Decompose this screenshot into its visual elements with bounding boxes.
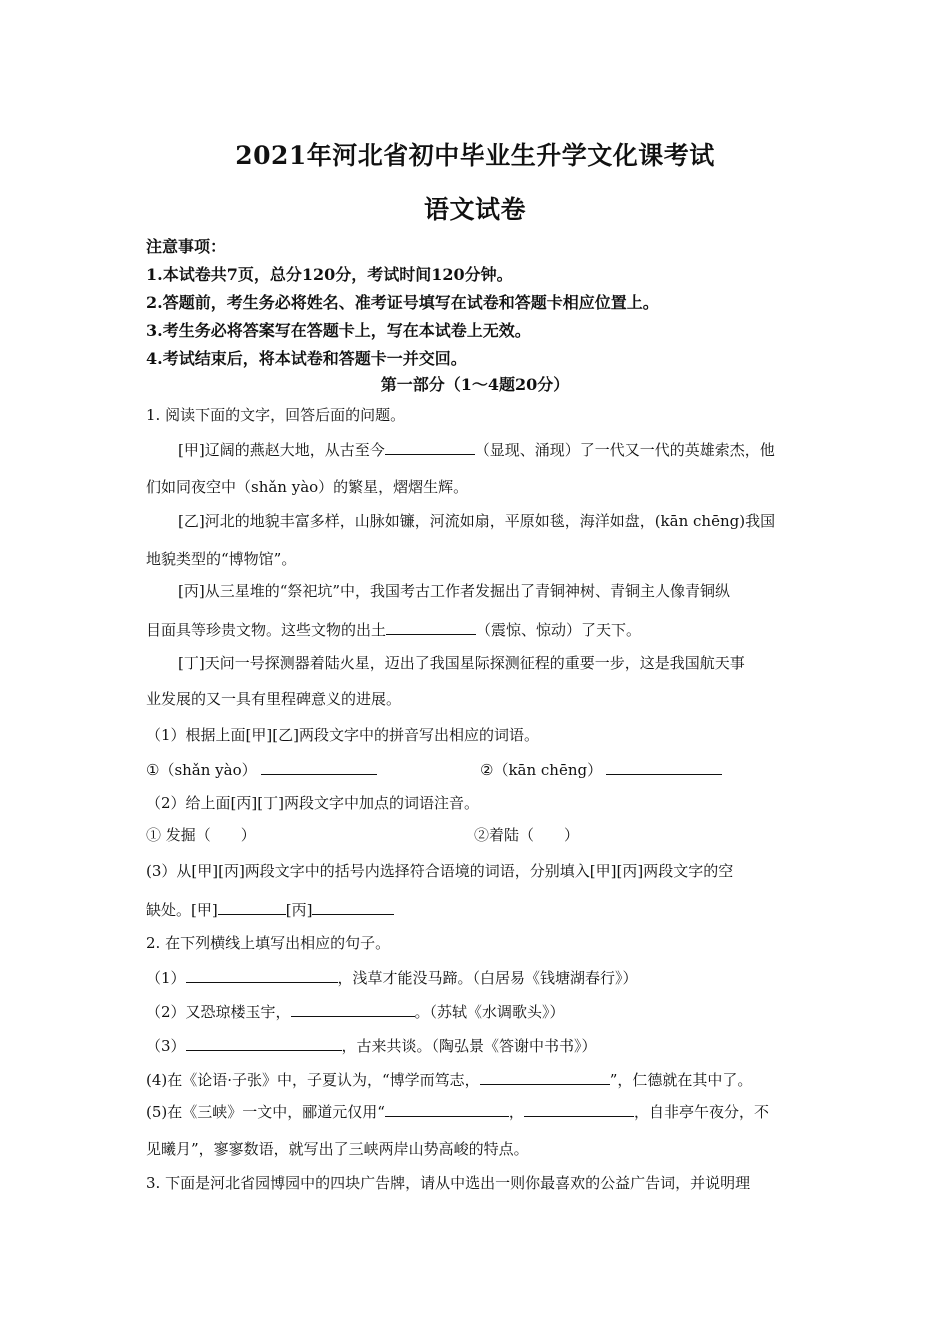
q2-l4-text: ”，仁德就在其中了。 — [609, 1071, 753, 1089]
answer-blank[interactable] — [480, 1068, 610, 1085]
answer-blank[interactable] — [218, 898, 286, 915]
answer-blank[interactable] — [186, 1034, 342, 1051]
q1-para-bing-cont — [146, 618, 808, 641]
q1-sub2-b: ②着陆（ ） — [474, 826, 580, 844]
q2-line-4 — [146, 1068, 808, 1091]
q2-stem: 2. 在下列横线上填写出相应的句子。 — [146, 934, 391, 952]
q2-l4-text: (4)在《论语·子张》中，子夏认为，“博学而笃志， — [146, 1071, 480, 1089]
q2-line-3 — [146, 1034, 808, 1057]
exam-title: 2021年河北省初中毕业生升学文化课考试 — [235, 141, 715, 170]
part1-heading: 第一部分（1～4题20分） — [380, 375, 570, 394]
q2-l2-text: 。（苏轼《水调歌头》） — [414, 1003, 565, 1021]
q1-sub2-answers — [146, 824, 808, 846]
q1-sub2: （2）给上面[丙][丁]两段文字中加点的词语注音。 — [146, 794, 479, 812]
q2-l5-text: (5)在《三峡》一文中，郦道元仅用“ — [146, 1103, 385, 1121]
q2-l3-text: ，古来共谈。（陶弘景《答谢中书书》） — [341, 1037, 597, 1055]
q1-para-bing: [丙]从三星堆的“祭祀坑”中，我国考古工作者发掘出了青铜神树、青铜主人像青铜纵 — [178, 582, 731, 600]
answer-blank[interactable] — [385, 1100, 509, 1117]
q1-sub1-b — [480, 758, 722, 781]
q1-sub3-cont — [146, 898, 808, 921]
q3-stem: 3. 下面是河北省园博园中的四块广告牌，请从中选出一则你最喜欢的公益广告词，并说明理 — [146, 1174, 751, 1192]
q1-jia-text: [甲]辽阔的燕赵大地，从古至今 — [178, 441, 385, 459]
q1-sub3: (3）从[甲][丙]两段文字中的括号内选择符合语境的词语，分别填入[甲][丙]两段文字的空 — [146, 862, 734, 880]
q2-l1-text: ，浅草才能没马蹄。（白居易《钱塘湖春行》） — [337, 969, 638, 987]
q2-l2-text: （2）又恐琼楼玉宇， — [146, 1003, 291, 1021]
note-item: 1.本试卷共7页，总分120分，考试时间120分钟。 — [146, 265, 513, 284]
q2-line-5-cont: 见曦月”，寥寥数语，就写出了三峡两岸山势高峻的特点。 — [146, 1140, 529, 1158]
answer-blank[interactable] — [606, 758, 722, 775]
q2-line-5 — [146, 1100, 808, 1123]
q2-l5-comma: ， — [508, 1103, 524, 1121]
q1-sub1-a-label: ①（shǎn yào） — [146, 761, 257, 779]
q1-sub1-b-label: ②（kān chēng） — [480, 761, 603, 779]
q1-sub3-bing-label: [丙] — [285, 901, 313, 919]
q2-l1-num: （1） — [146, 969, 186, 987]
answer-blank[interactable] — [385, 438, 475, 455]
q1-bing-text: 目面具等珍贵文物。这些文物的出土 — [146, 621, 387, 639]
q2-line-1 — [146, 966, 808, 989]
q1-para-yi: [乙]河北的地貌丰富多样，山脉如镰，河流如扇，平原如毯，海洋如盘，(kān chēng)我国 — [178, 512, 776, 530]
answer-blank[interactable] — [186, 966, 338, 983]
q1-para-jia — [178, 438, 808, 461]
q1-sub1: （1）根据上面[甲][乙]两段文字中的拼音写出相应的词语。 — [146, 726, 539, 744]
answer-blank[interactable] — [291, 1000, 415, 1017]
note-item: 4.考试结束后，将本试卷和答题卡一并交回。 — [146, 349, 467, 368]
q2-l3-num: （3） — [146, 1037, 186, 1055]
q2-line-2 — [146, 1000, 808, 1023]
answer-blank[interactable] — [386, 618, 476, 635]
notes-heading: 注意事项： — [146, 237, 227, 256]
answer-blank[interactable] — [524, 1100, 634, 1117]
q1-para-jia-cont: 们如同夜空中（shǎn yào）的繁星，熠熠生辉。 — [146, 478, 469, 496]
note-item: 2.答题前，考生务必将姓名、准考证号填写在试卷和答题卡相应位置上。 — [146, 293, 659, 312]
answer-blank[interactable] — [261, 758, 377, 775]
q1-sub1-answers — [146, 758, 808, 781]
q1-sub2-a: ① 发掘（ ） — [146, 826, 256, 844]
answer-blank[interactable] — [312, 898, 394, 915]
q1-bing-text: （震惊、惊动）了天下。 — [476, 621, 642, 639]
q1-jia-text: （显现、涌现）了一代又一代的英雄索杰，他 — [474, 441, 775, 459]
q1-para-yi-cont: 地貌类型的“博物馆”。 — [146, 550, 297, 568]
q1-sub3-jia-label: 缺处。[甲] — [146, 901, 218, 919]
q1-stem: 1. 阅读下面的文字，回答后面的问题。 — [146, 406, 406, 424]
q1-para-ding-cont: 业发展的又一具有里程碑意义的进展。 — [146, 690, 402, 708]
note-item: 3.考生务必将答案写在答题卡上，写在本试卷上无效。 — [146, 321, 531, 340]
exam-subtitle: 语文试卷 — [423, 195, 526, 224]
q2-l5-text: ，自非亭午夜分，不 — [633, 1103, 769, 1121]
q1-para-ding: [丁]天问一号探测器着陆火星，迈出了我国星际探测征程的重要一步，这是我国航天事 — [178, 654, 745, 672]
